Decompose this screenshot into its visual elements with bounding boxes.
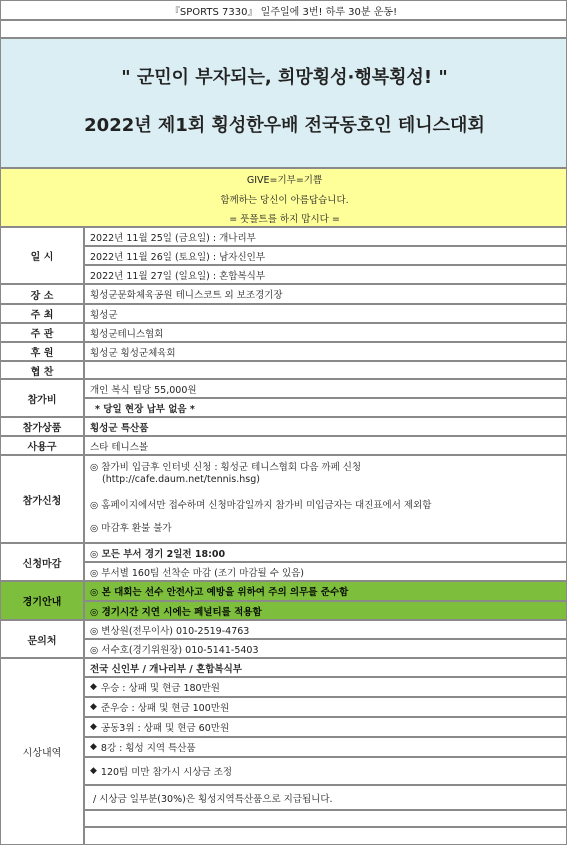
schedule-item-1: 2022년 11월 25일 (금요일) : 개나리부 [84,227,567,246]
guide-label: 경기안내 [0,581,84,620]
deadline-line-1: ◎ 모든 부서 경기 2일전 18:00 [84,543,567,562]
awards-blank-row [84,827,567,845]
award-item-4 [84,737,567,757]
top-banner: 『SPORTS 7330』 일주일에 3번! 하루 30분 운동! [0,0,567,20]
slogan: " 군민이 부자되는, 희망횡성·행복횡성! " [121,67,448,88]
support-label: 협 찬 [0,361,84,379]
awards-label: 시상내역 [0,658,84,845]
award-item-3 [84,717,567,737]
apply-line-1: ◎ 참가비 입금후 인터넷 신청 : 횡성군 테니스협회 다음 까페 신청 [90,462,362,473]
give-line-3: = 풋폴트를 하지 맙시다 = [229,214,340,225]
title-box [0,38,567,168]
diamond-bullet-icon: ◆ [90,702,97,712]
guide-line-1: ◎ 본 대회는 선수 안전사고 예방을 위하여 주의 의무를 준수함 [84,581,567,601]
fee-label: 참가비 [0,379,84,417]
award-item-5 [84,757,567,785]
awards-header: 전국 신인부 / 개나리부 / 혼합복식부 [84,658,567,677]
contact-label: 문의처 [0,620,84,658]
deadline-line-2: ◎ 부서별 160팀 선착순 마감 (조기 마감될 수 있음) [84,562,567,581]
schedule-item-2: 2022년 11월 26일 (토요일) : 남자신인부 [84,246,567,265]
ball-label: 사용구 [0,436,84,455]
give-box [0,168,567,227]
prize-goods-value: 횡성군 특산품 [84,417,567,436]
guide-line-2: ◎ 경기시간 지연 시에는 페널티를 적용함 [84,601,567,620]
apply-label: 참가신청 [0,455,84,543]
give-line-1: GIVE=기부=기쁨 [246,175,323,186]
sponsor-value: 횡성군 횡성군체육회 [84,342,567,361]
apply-line-3: ◎ 홈페이지에서만 접수하며 신청마감일까지 참가비 미입금자는 대진표에서 제외함 [90,500,432,511]
venue-label: 장 소 [0,284,84,304]
blank-row [0,20,567,38]
award-item-text: 120팀 미만 참가시 시상금 조정 [100,767,233,778]
support-value [84,361,567,379]
host-value: 횡성군 [84,304,567,323]
contact-line-1: ◎ 변상원(전무이사) 010-2519-4763 [84,620,567,639]
host-label: 주 최 [0,304,84,323]
diamond-bullet-icon: ◆ [90,742,97,752]
organizer-value: 횡성군테니스협회 [84,323,567,342]
apply-line-4: ◎ 마감후 환불 불가 [90,523,172,534]
apply-box [84,455,567,543]
schedule-label: 일 시 [0,227,84,284]
ball-value: 스타 테니스볼 [84,436,567,455]
fee-line-2: * 당일 현장 납부 없음 * [84,398,567,417]
award-item-1 [84,677,567,697]
awards-blank-row [84,810,567,827]
diamond-bullet-icon: ◆ [90,722,97,732]
schedule-item-3: 2022년 11월 27일 (일요일) : 혼합복식부 [84,265,567,284]
organizer-label: 주 관 [0,323,84,342]
event-title: 2022년 제1회 횡성한우배 전국동호인 테니스대회 [84,115,485,136]
diamond-bullet-icon: ◆ [90,682,97,692]
awards-note: / 시상금 일부분(30%)은 횡성지역특산품으로 지급됩니다. [84,785,567,810]
deadline-label: 신청마감 [0,543,84,581]
contact-line-2: ◎ 서수호(경기위원장) 010-5141-5403 [84,639,567,658]
sponsor-label: 후 원 [0,342,84,361]
award-item-text: 공동3위 : 상패 및 현금 60만원 [100,723,230,734]
award-item-text: 우승 : 상패 및 현금 180만원 [100,683,220,694]
prize-goods-label: 참가상품 [0,417,84,436]
apply-url[interactable]: (http://cafe.daum.net/tennis.hsg) [102,474,260,485]
award-item-text: 준우승 : 상패 및 현금 100만원 [100,703,230,714]
diamond-bullet-icon: ◆ [90,766,97,776]
give-line-2: 함께하는 당신이 아름답습니다. [220,195,349,206]
fee-line-1: 개인 복식 팀당 55,000원 [84,379,567,398]
award-item-2 [84,697,567,717]
award-item-text: 8강 : 횡성 지역 특산품 [100,743,196,754]
venue-value: 횡성군문화체육공원 테니스코트 외 보조경기장 [84,284,567,304]
